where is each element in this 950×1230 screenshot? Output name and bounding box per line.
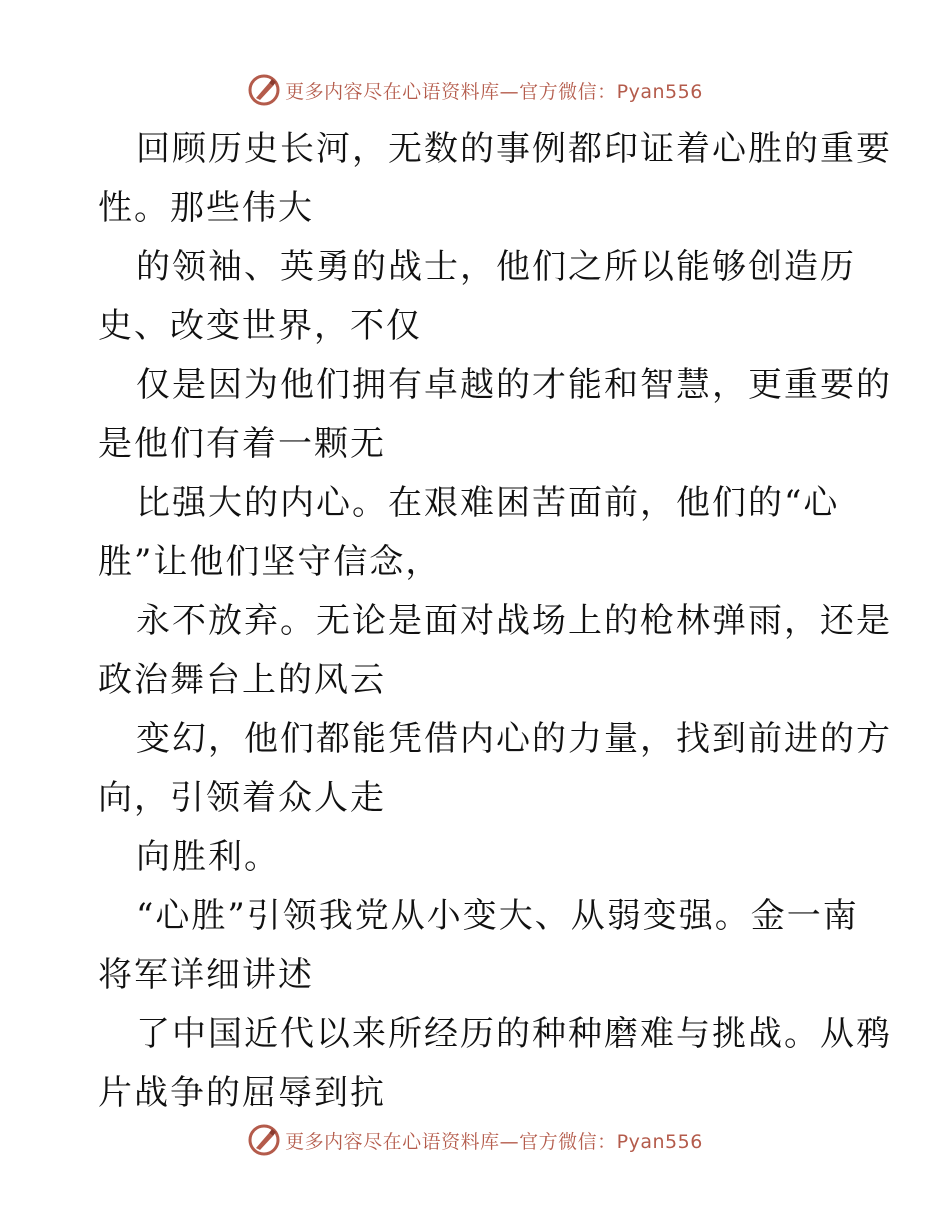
paragraph: [98, 474, 858, 592]
pen-logo-icon: [247, 73, 281, 107]
paragraph: [98, 120, 892, 238]
header-watermark: [0, 70, 950, 110]
paragraph: [98, 887, 858, 1005]
text-line: 片战争的屈辱到抗: [98, 1073, 386, 1113]
text-line: 政治舞台上的风云: [98, 660, 386, 700]
paragraph: [98, 828, 858, 887]
paragraph: [98, 238, 858, 356]
text-line: 向，引领着众人走: [98, 778, 386, 818]
text-line: 了中国近代以来所经历的种种磨难与挑战。从鸦: [136, 1014, 892, 1054]
pen-logo-icon: [247, 1123, 281, 1157]
text-line: 永不放弃。无论是面对战场上的枪林弹雨，还是: [136, 601, 892, 641]
paragraph: [98, 1005, 892, 1123]
paragraph: [98, 592, 892, 710]
paragraph: [98, 710, 892, 828]
text-line: 将军详细讲述: [98, 955, 314, 995]
text-line: 仅是因为他们拥有卓越的才能和智慧，更重要的: [136, 365, 892, 405]
text-line: 的领袖、英勇的战士，他们之所以能够创造历: [136, 247, 856, 287]
text-line: 变幻，他们都能凭借内心的力量，找到前进的方: [136, 719, 892, 759]
watermark-text: 更多内容尽在心语资料库—官方微信：Pyan556: [285, 1130, 703, 1153]
text-line: 回顾历史长河，无数的事例都印证着心胜的重要: [136, 129, 892, 169]
footer-watermark: [0, 1120, 950, 1160]
text-line: 是他们有着一颗无: [98, 424, 386, 464]
text-line: 胜”让他们坚守信念，: [98, 542, 442, 582]
document-body: [98, 120, 892, 1123]
text-line: 性。那些伟大: [98, 188, 314, 228]
watermark-text: 更多内容尽在心语资料库—官方微信：Pyan556: [285, 80, 703, 103]
text-line: 向胜利。: [136, 837, 280, 877]
text-line: 比强大的内心。在艰难困苦面前，他们的“心: [136, 483, 840, 523]
text-line: 史、改变世界，不仅: [98, 306, 422, 346]
paragraph: [98, 356, 892, 474]
text-line: “心胜”引领我党从小变大、从弱变强。金一南: [136, 896, 859, 936]
